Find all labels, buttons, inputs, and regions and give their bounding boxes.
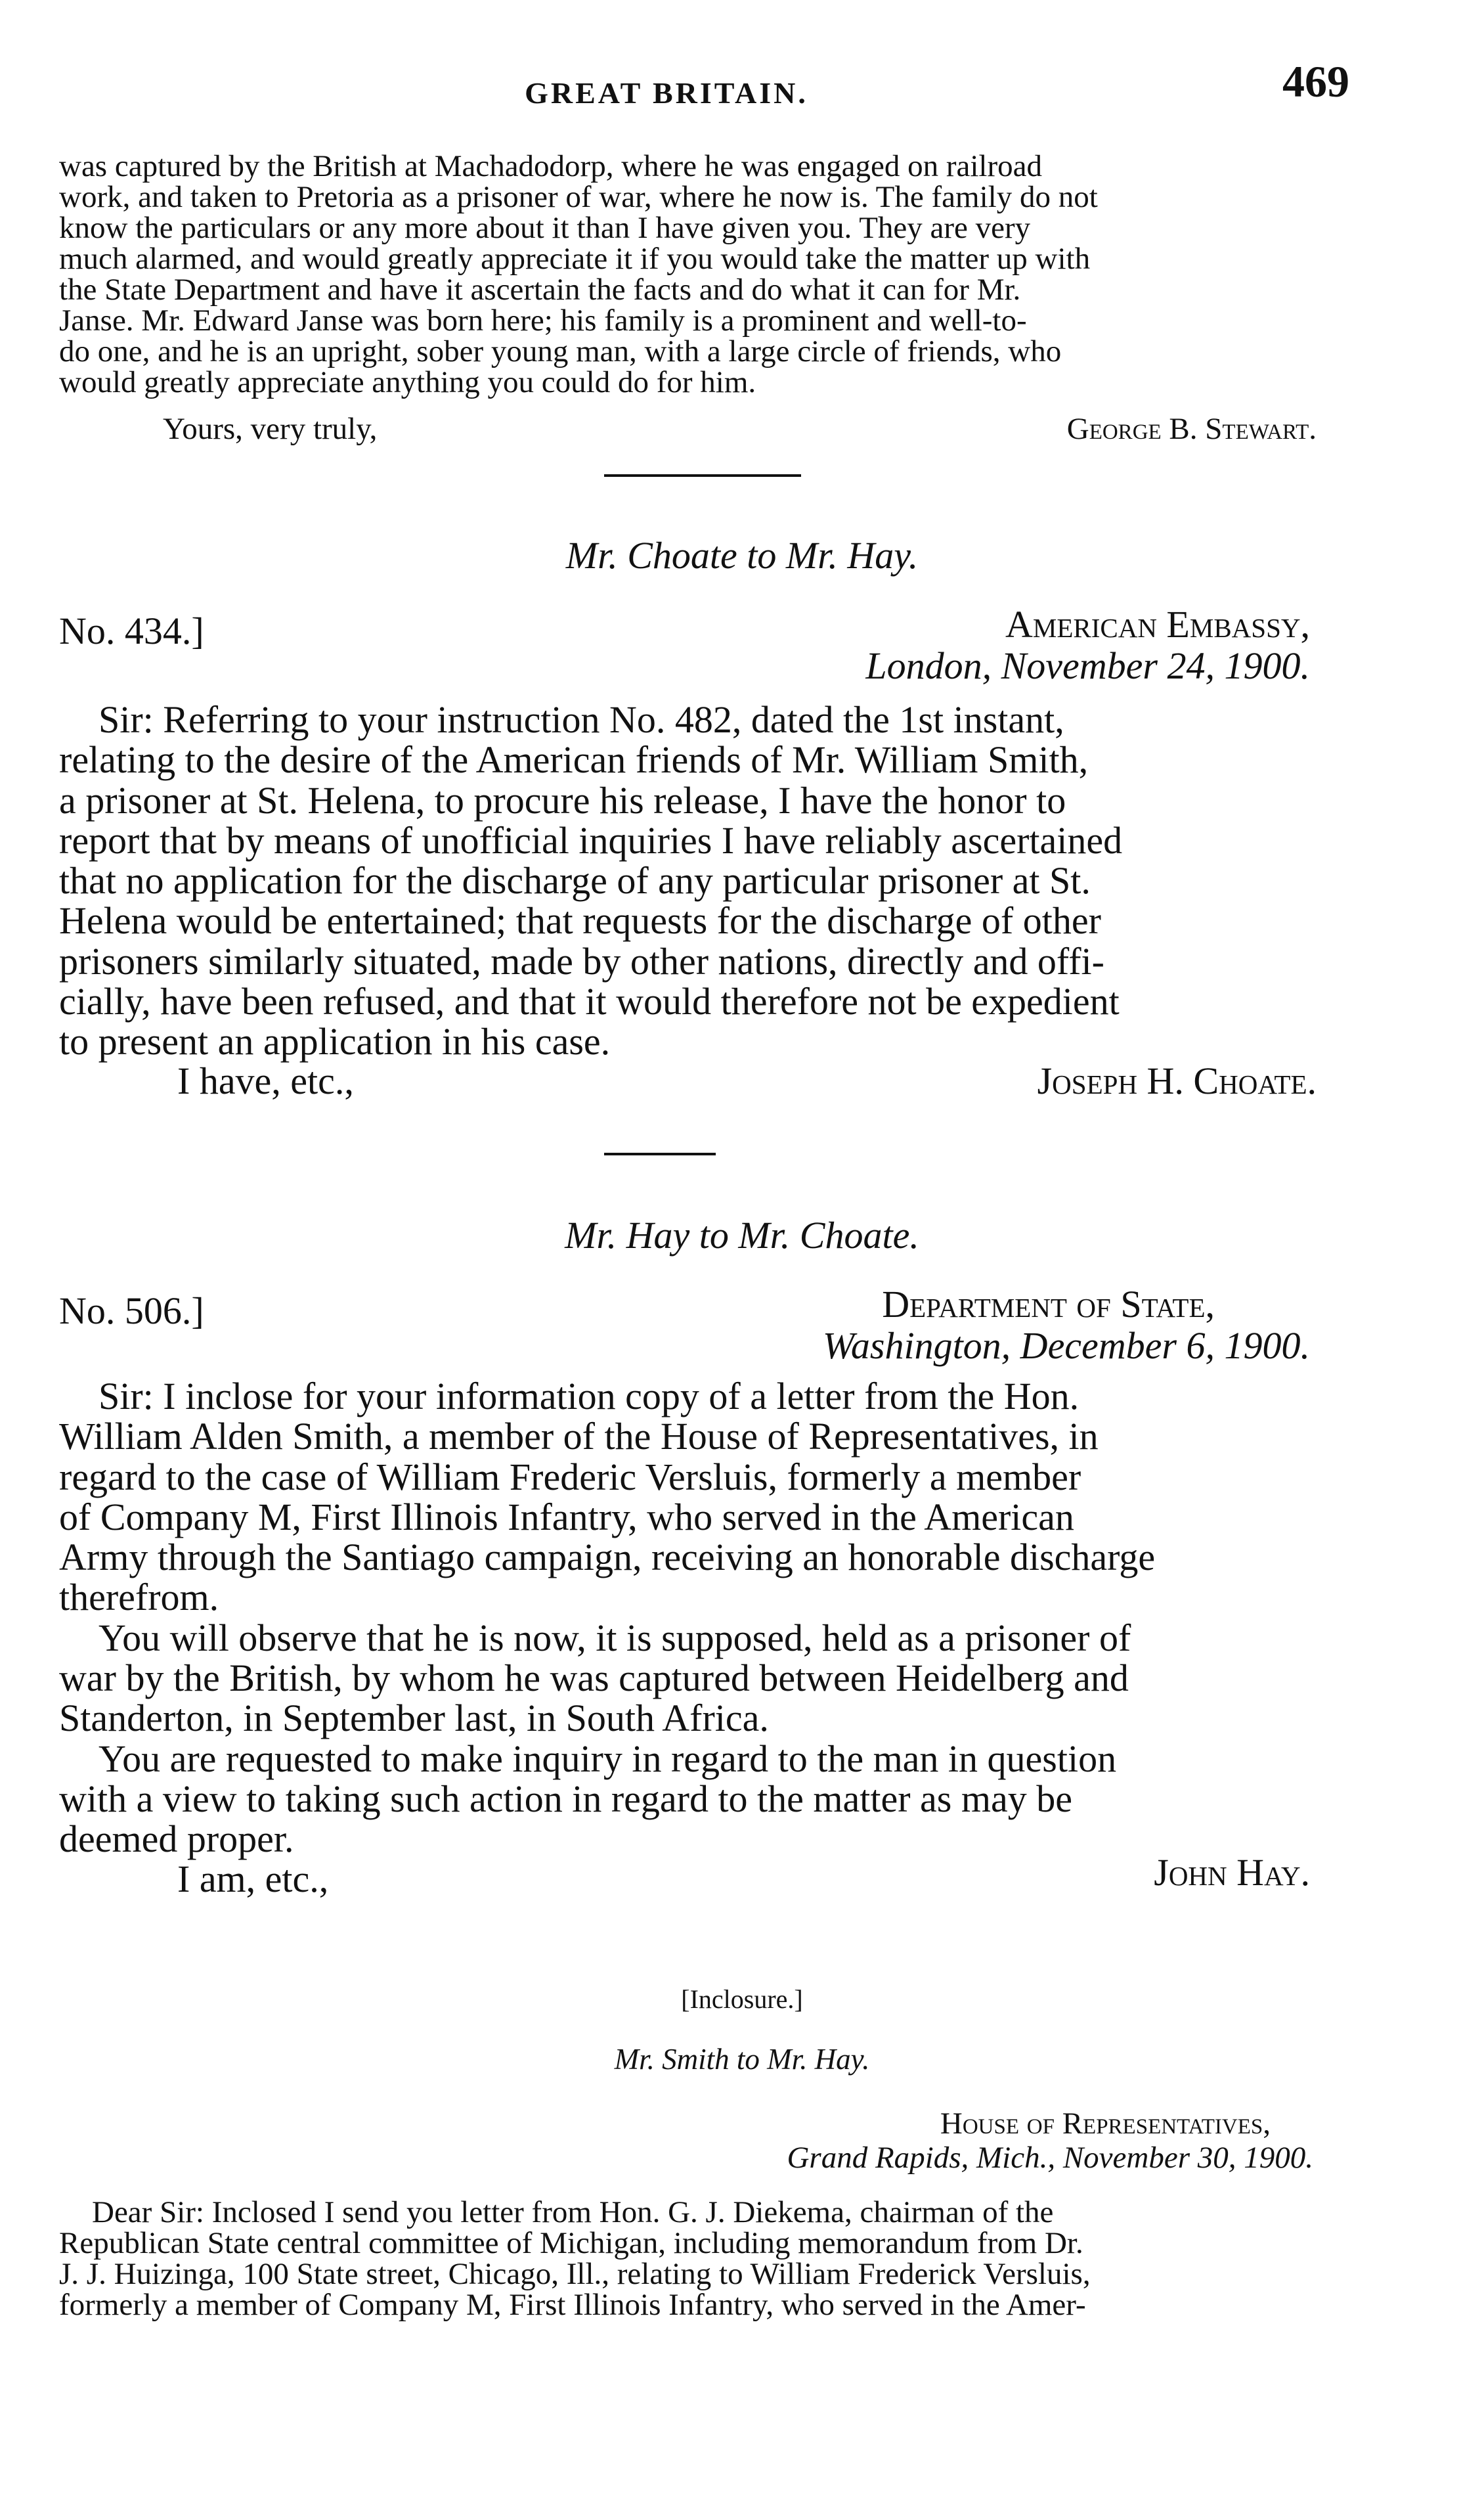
inclosure-body bbox=[59, 2197, 1346, 2321]
text-line: cially, have been refused, and that it would therefore not be expedient bbox=[59, 980, 1120, 1023]
text-line: was captured by the British at Machadodorp, where he was engaged on railroad bbox=[59, 149, 1042, 183]
inclosure-place-date: Grand Rapids, Mich., November 30, 1900. bbox=[787, 2141, 1313, 2175]
text-line: of Company M, First Illinois Infantry, who served in the American bbox=[59, 1495, 1074, 1538]
text-line: Sir: Referring to your instruction No. 482, dated the 1st instant, bbox=[98, 698, 1064, 741]
letter-place-date: Washington, December 6, 1900. bbox=[822, 1324, 1310, 1367]
text-line: prisoners similarly situated, made by other nations, directly and offi- bbox=[59, 939, 1104, 983]
closing: Yours, very truly, bbox=[163, 412, 378, 446]
letter-sender: American Embassy, bbox=[1005, 603, 1310, 646]
text-line: Helena would be entertained; that requests for the discharge of other bbox=[59, 899, 1101, 943]
closing: I am, etc., bbox=[177, 1858, 329, 1900]
text-line: William Alden Smith, a member of the House of Representatives, in bbox=[59, 1415, 1099, 1458]
text-line: You are requested to make inquiry in regard to the man in question bbox=[98, 1737, 1117, 1780]
signature: Joseph H. Choate. bbox=[1037, 1059, 1317, 1102]
letter-number: No. 506.] bbox=[59, 1289, 204, 1332]
signature: John Hay. bbox=[1154, 1851, 1310, 1894]
text-line: with a view to taking such action in regard to the matter as may be bbox=[59, 1777, 1072, 1820]
text-line: would greatly appreciate anything you could do for him. bbox=[59, 365, 756, 399]
text-line: You will observe that he is now, it is supposed, held as a prisoner of bbox=[98, 1616, 1131, 1659]
inclosure-label: [Inclosure.] bbox=[681, 1984, 803, 2014]
letter-place-date: London, November 24, 1900. bbox=[865, 644, 1310, 687]
text-line: deemed proper. bbox=[59, 1817, 294, 1861]
text-line: Sir: I inclose for your information copy of a letter from the Hon. bbox=[98, 1375, 1080, 1417]
letter-sender: Department of State, bbox=[882, 1283, 1215, 1326]
text-line: to present an application in his case. bbox=[59, 1020, 611, 1063]
text-line: therefrom. bbox=[59, 1576, 219, 1619]
text-line: Republican State central committee of Michigan, including memorandum from Dr. bbox=[59, 2226, 1083, 2260]
signature: George B. Stewart. bbox=[1066, 412, 1317, 446]
closing: I have, etc., bbox=[177, 1059, 354, 1102]
text-line: relating to the desire of the American friends of Mr. William Smith, bbox=[59, 738, 1089, 782]
section-divider bbox=[604, 1153, 716, 1155]
continuation-body bbox=[59, 151, 1346, 398]
text-line: work, and taken to Pretoria as a prisoner of war, where he now is. The family do not bbox=[59, 180, 1098, 214]
text-line: formerly a member of Company M, First Illinois Infantry, who served in the Amer- bbox=[59, 2288, 1086, 2322]
text-line: war by the British, by whom he was captured between Heidelberg and bbox=[59, 1657, 1129, 1700]
text-line: do one, and he is an upright, sober young man, with a large circle of friends, who bbox=[59, 334, 1062, 368]
letter-body bbox=[59, 1376, 1346, 1860]
text-line: J. J. Huizinga, 100 State street, Chicago, Ill., relating to William Frederick Versluis, bbox=[59, 2257, 1091, 2291]
text-line: Standerton, in September last, in South Africa. bbox=[59, 1697, 769, 1740]
page-number: 469 bbox=[1282, 56, 1349, 106]
text-line: know the particulars or any more about it than I have given you. They are very bbox=[59, 211, 1031, 245]
section-divider bbox=[604, 474, 801, 477]
text-line: Army through the Santiago campaign, receiving an honorable discharge bbox=[59, 1536, 1156, 1579]
text-line: report that by means of unofficial inquiries I have reliably ascertained bbox=[59, 818, 1123, 862]
text-line: the State Department and have it ascertain the facts and do what it can for Mr. bbox=[59, 273, 1021, 307]
text-line: Dear Sir: Inclosed I send you letter from Hon. G. J. Diekema, chairman of the bbox=[92, 2195, 1054, 2229]
letter-number: No. 434.] bbox=[59, 610, 204, 652]
inclosure-heading: Mr. Smith to Mr. Hay. bbox=[614, 2043, 870, 2076]
text-line: much alarmed, and would greatly appreciate it if you would take the matter up with bbox=[59, 242, 1091, 276]
letter-body bbox=[59, 700, 1346, 1062]
text-line: a prisoner at St. Helena, to procure his release, I have the honor to bbox=[59, 778, 1066, 822]
text-line: Janse. Mr. Edward Janse was born here; his family is a prominent and well-to- bbox=[59, 303, 1027, 338]
inclosure-sender: House of Representatives, bbox=[940, 2106, 1271, 2141]
running-title: GREAT BRITAIN. bbox=[525, 76, 808, 110]
text-line: that no application for the discharge of any particular prisoner at St. bbox=[59, 859, 1091, 903]
text-line: regard to the case of William Frederic Versluis, formerly a member bbox=[59, 1455, 1081, 1498]
letter-heading: Mr. Choate to Mr. Hay. bbox=[565, 534, 919, 577]
letter-heading: Mr. Hay to Mr. Choate. bbox=[565, 1214, 919, 1257]
